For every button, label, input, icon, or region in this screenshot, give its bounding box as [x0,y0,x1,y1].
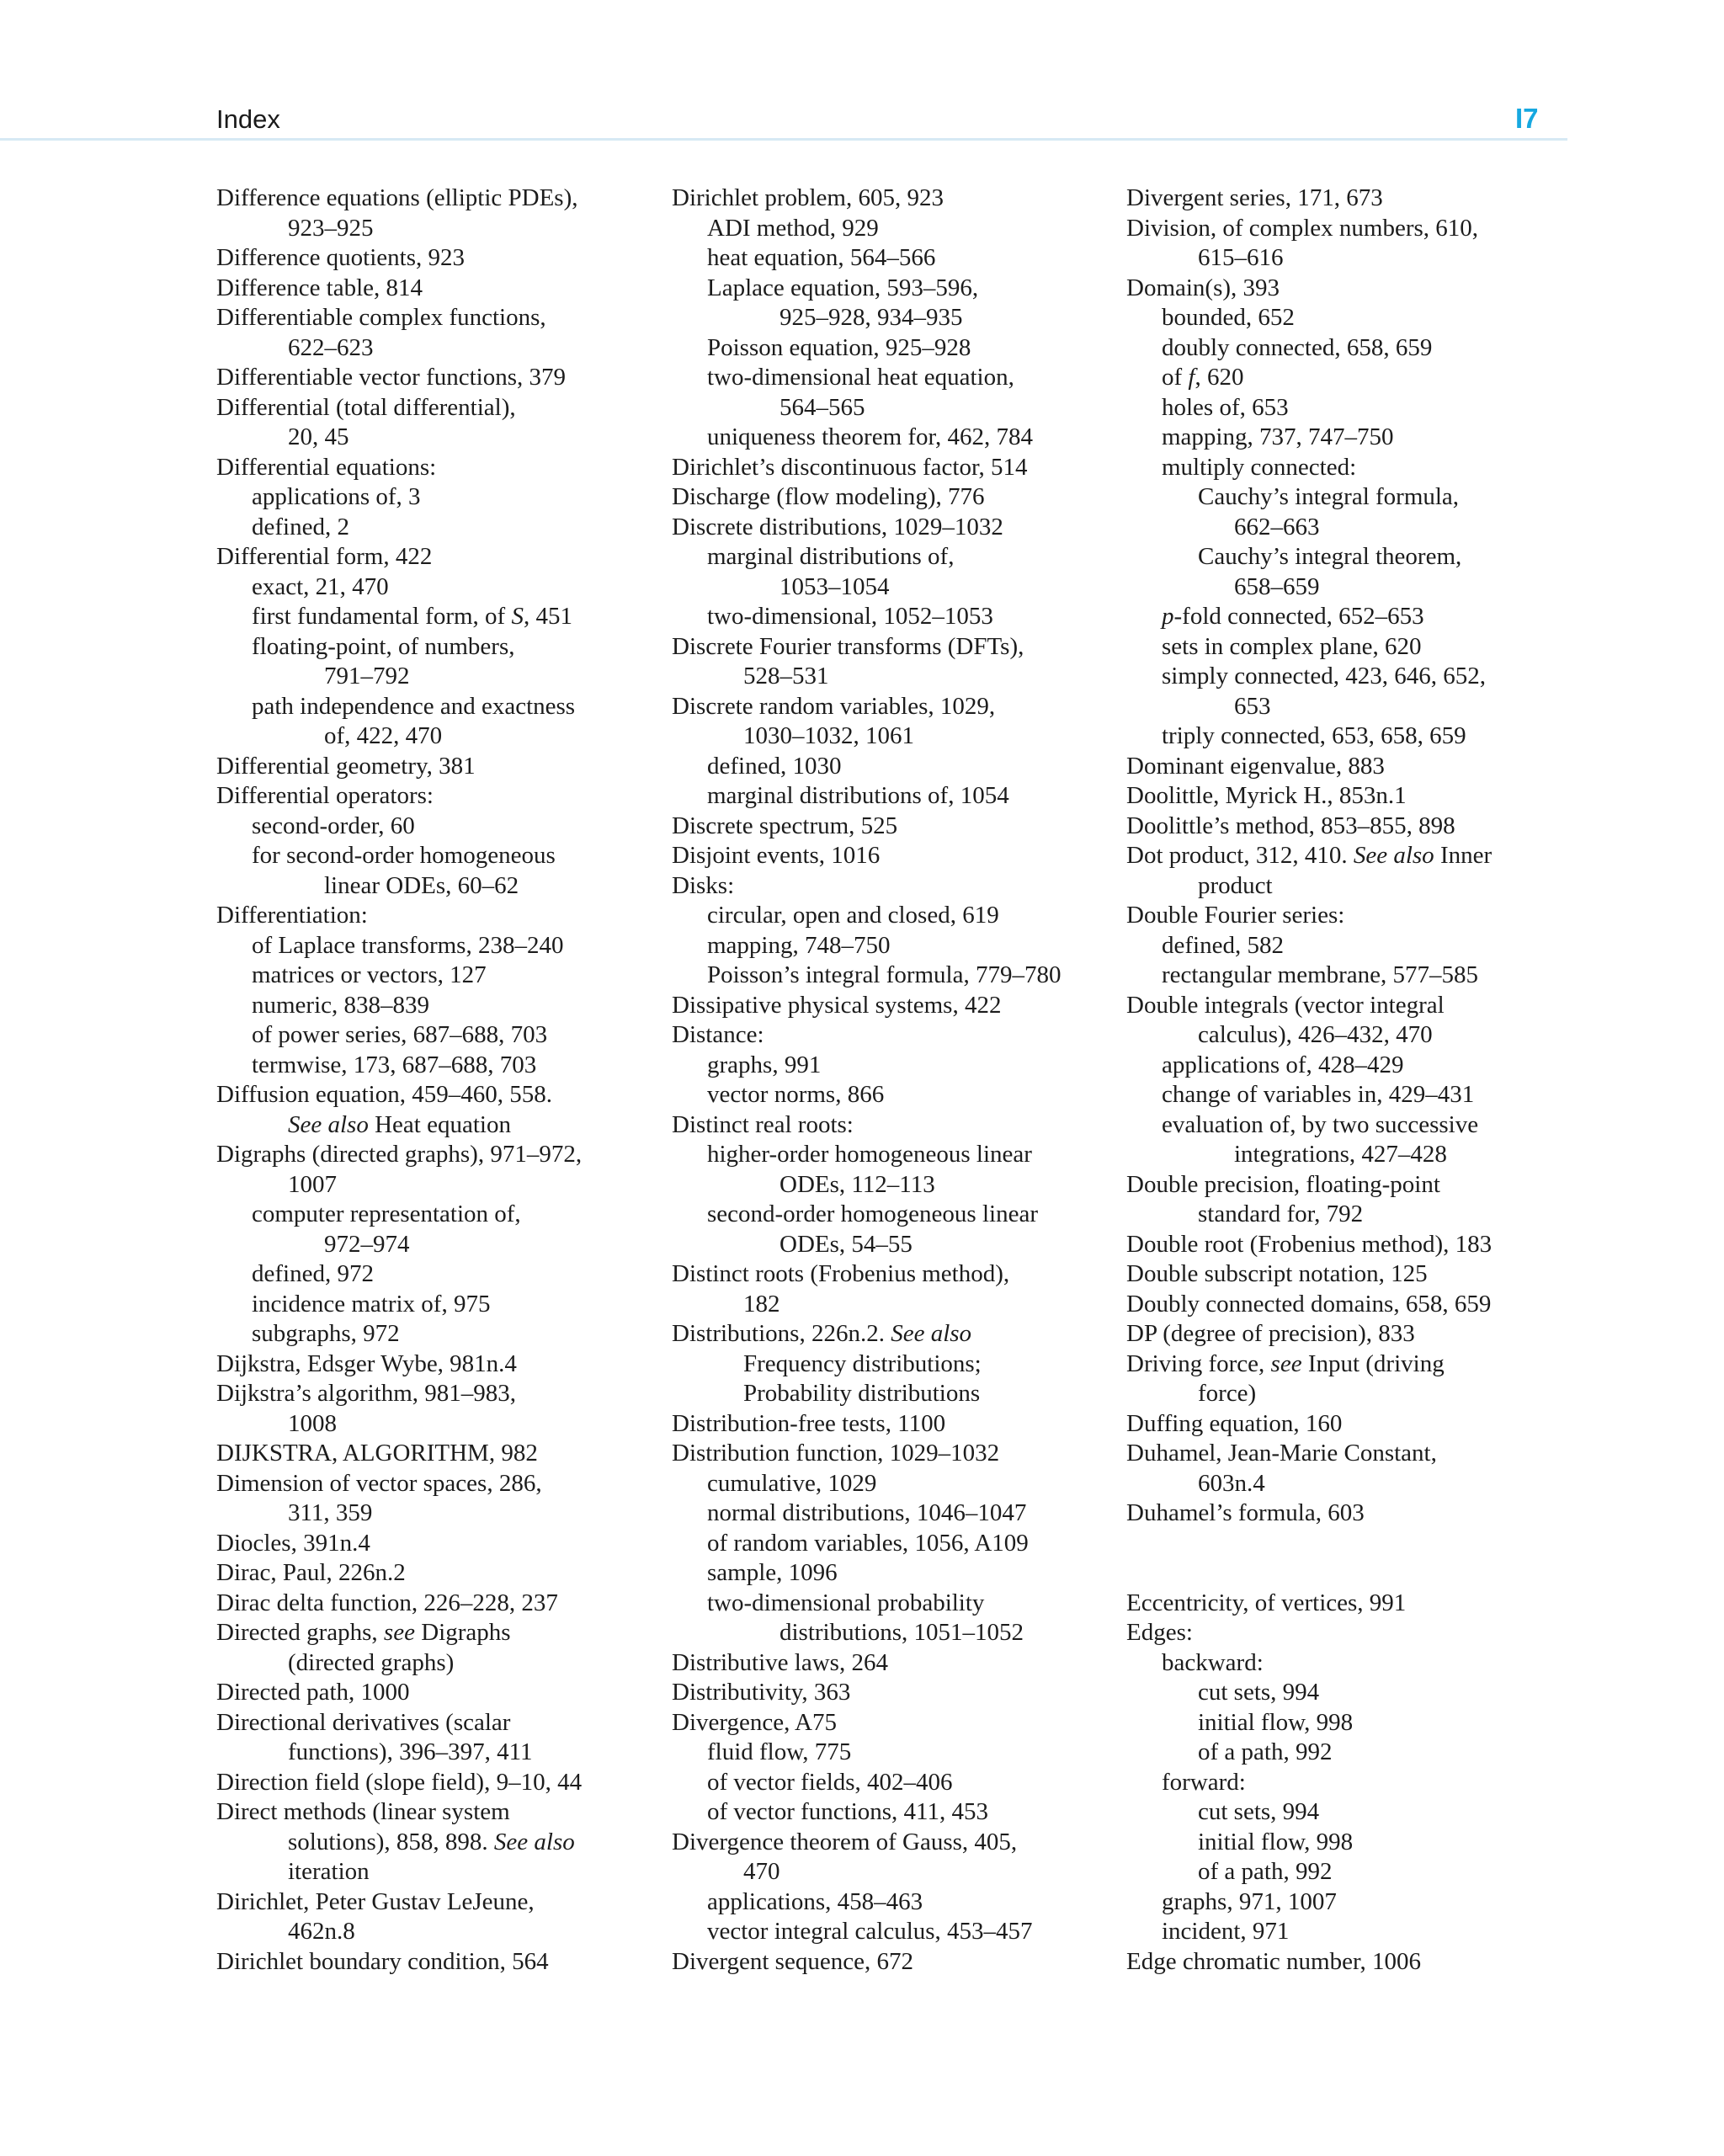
index-entry: vector integral calculus, 453–457 [707,1918,1033,1945]
index-entry: Cauchy’s integral theorem, [1198,543,1462,570]
index-entry: Distribution-free tests, 1100 [672,1409,946,1437]
header-rule [0,138,1567,141]
index-entry: of random variables, 1056, A109 [707,1529,1029,1557]
index-entry: Distributivity, 363 [672,1679,851,1706]
index-entry: Laplace equation, 593–596, [707,274,979,301]
index-entry: Differential form, 422 [216,543,433,570]
index-entry: Divergent sequence, 672 [672,1947,913,1975]
index-entry: Distance: [672,1021,764,1048]
index-entry: two-dimensional probability [707,1589,985,1616]
index-entry: sets in complex plane, 620 [1162,632,1422,660]
index-entry: applications of, 428–429 [1162,1051,1404,1078]
index-entry: 791–792 [324,663,410,689]
index-entry: cut sets, 994 [1198,1798,1320,1825]
index-entry: 564–565 [780,393,865,421]
index-entry: Frequency distributions; [743,1349,982,1377]
index-entry: change of variables in, 429–431 [1162,1081,1475,1108]
index-entry: defined, 2 [252,513,349,540]
index-entry: heat equation, 564–566 [707,244,936,271]
index-entry: Difference quotients, 923 [216,244,466,271]
index-entry: Poisson equation, 925–928 [707,333,971,361]
index-entry: iteration [288,1858,370,1885]
index-entry: Double subscript notation, 125 [1126,1260,1428,1287]
index-entry: ODEs, 112–113 [780,1170,935,1198]
index-entry: Edge chromatic number, 1006 [1126,1947,1421,1975]
index-entry: two-dimensional heat equation, [707,364,1014,391]
index-entry: linear ODEs, 60–62 [324,871,519,899]
index-entry: DP (degree of precision), 833 [1126,1320,1415,1347]
index-entry: of vector functions, 411, 453 [707,1798,988,1825]
index-entry: Distinct real roots: [672,1110,854,1138]
index-entry: Dirac delta function, 226–228, 237 [216,1589,558,1616]
index-entry: circular, open and closed, 619 [707,902,999,929]
index-entry: solutions), 858, 898. See also [288,1828,575,1855]
index-entry: Dot product, 312, 410. See also Inner [1126,842,1493,869]
index-entry: Dijkstra’s algorithm, 981–983, [216,1380,517,1407]
index-entry: 662–663 [1234,513,1320,540]
index-entry: for second-order homogeneous [252,842,556,869]
index-entry: Divergence, A75 [672,1708,837,1736]
index-entry: incident, 971 [1162,1918,1290,1945]
index-entry: functions), 396–397, 411 [288,1738,533,1765]
index-entry: Differentiation: [216,902,368,929]
index-entry: uniqueness theorem for, 462, 784 [707,423,1034,450]
index-entry: Dijkstra, Edsger Wybe, 981n.4 [216,1349,517,1377]
index-entry: 1007 [288,1170,337,1198]
index-entry: Dominant eigenvalue, 883 [1126,752,1385,780]
index-entry: Distributive laws, 264 [672,1648,888,1676]
index-entry: Driving force, see Input (driving [1126,1349,1445,1377]
index-entry: Difference table, 814 [216,274,423,301]
index-entry: Discrete random variables, 1029, [672,692,996,720]
index-entry: incidence matrix of, 975 [252,1290,491,1318]
index-entry: Dimension of vector spaces, 286, [216,1469,542,1497]
index-entry: cut sets, 994 [1198,1679,1320,1706]
index-entry: standard for, 792 [1198,1200,1364,1227]
index-entry: marginal distributions of, 1054 [707,782,1009,809]
index-entry: Division, of complex numbers, 610, [1126,214,1479,242]
index-entry: Domain(s), 393 [1126,274,1280,301]
index-entry: Doolittle’s method, 853–855, 898 [1126,812,1455,839]
index-entry: Doolittle, Myrick H., 853n.1 [1126,782,1407,809]
index-entry: Direct methods (linear system [216,1798,510,1825]
index-entry: 658–659 [1234,572,1320,600]
index-entry: 923–925 [288,214,374,242]
index-entry: calculus), 426–432, 470 [1198,1021,1433,1048]
index-entry: floating-point, of numbers, [252,632,515,660]
index-entry: defined, 582 [1162,931,1284,959]
index-entry: Dirac, Paul, 226n.2 [216,1559,406,1586]
index-entry: marginal distributions of, [707,543,955,570]
index-entry: 20, 45 [288,423,349,450]
index-entry: Differential geometry, 381 [216,752,476,780]
index-entry: Directed path, 1000 [216,1679,410,1706]
index-entry: defined, 1030 [707,752,842,780]
index-entry: DIJKSTRA, ALGORITHM, 982 [216,1440,538,1467]
index-entry: Double precision, floating-point [1126,1170,1440,1198]
index-entry: Duffing equation, 160 [1126,1409,1343,1437]
index-entry: initial flow, 998 [1198,1828,1354,1855]
index-column-1 [216,184,654,1977]
index-entry: 1053–1054 [780,572,890,600]
index-entry: Double integrals (vector integral [1126,991,1445,1019]
index-entry: initial flow, 998 [1198,1708,1354,1736]
index-entry: 182 [743,1290,780,1318]
index-entry: defined, 972 [252,1260,374,1287]
index-entry: of Laplace transforms, 238–240 [252,931,564,959]
index-entry: 528–531 [743,663,829,689]
index-entry: of f, 620 [1162,364,1244,391]
index-entry: Duhamel’s formula, 603 [1126,1499,1365,1526]
index-entry: Dirichlet problem, 605, 923 [672,184,944,211]
index-entry: Differential equations: [216,453,437,481]
index-entry: holes of, 653 [1162,393,1289,421]
index-entry: Dirichlet boundary condition, 564 [216,1947,549,1975]
index-entry: higher-order homogeneous linear [707,1141,1032,1168]
index-entry: Dirichlet’s discontinuous factor, 514 [672,453,1028,481]
index-entry: sample, 1096 [707,1559,838,1586]
index-entry: bounded, 652 [1162,304,1295,331]
index-entry: Directed graphs, see Digraphs [216,1619,511,1646]
index-entry: fluid flow, 775 [707,1738,852,1765]
index-entry: second-order, 60 [252,812,415,839]
index-entry: Double root (Frobenius method), 183 [1126,1230,1493,1258]
index-entry: 972–974 [324,1230,410,1258]
index-entry: Directional derivatives (scalar [216,1708,511,1736]
index-entry: evaluation of, by two successive [1162,1110,1479,1138]
index-entry: applications, 458–463 [707,1887,923,1915]
index-entry: Digraphs (directed graphs), 971–972, [216,1141,583,1168]
index-entry: 470 [743,1858,780,1885]
index-entry: p-fold connected, 652–653 [1162,603,1424,630]
index-entry: applications of, 3 [252,483,421,510]
index-entry: Dirichlet, Peter Gustav LeJeune, [216,1887,535,1915]
index-entry: Poisson’s integral formula, 779–780 [707,961,1062,988]
index-entry: matrices or vectors, 127 [252,961,487,988]
index-entry: exact, 21, 470 [252,572,389,600]
index-entry: Differentiable vector functions, 379 [216,364,566,391]
index-column-3 [1126,184,1564,1977]
index-entry: of a path, 992 [1198,1858,1333,1885]
index-entry: forward: [1162,1768,1246,1796]
index-entry: 653 [1234,692,1271,720]
index-entry: 925–928, 934–935 [780,304,963,331]
index-entry: Disjoint events, 1016 [672,842,881,869]
index-entry: cumulative, 1029 [707,1469,877,1497]
index-entry: Divergence theorem of Gauss, 405, [672,1828,1018,1855]
index-entry: path independence and exactness [252,692,576,720]
index-entry: Differentiable complex functions, [216,304,546,331]
index-entry: integrations, 427–428 [1234,1141,1447,1168]
index-entry: 615–616 [1198,244,1284,271]
index-entry: Distributions, 226n.2. See also [672,1320,972,1347]
index-entry: vector norms, 866 [707,1081,885,1108]
running-head: Index [216,104,280,134]
index-entry: mapping, 737, 747–750 [1162,423,1394,450]
index-entry: of power series, 687–688, 703 [252,1021,548,1048]
index-entry: Discrete Fourier transforms (DFTs), [672,632,1024,660]
index-entry: numeric, 838–839 [252,991,430,1019]
index-entry: multiply connected: [1162,453,1357,481]
index-entry: (directed graphs) [288,1648,455,1676]
index-entry: 603n.4 [1198,1469,1265,1497]
index-entry: 1030–1032, 1061 [743,722,914,749]
page-number: I7 [1515,103,1539,134]
index-entry: of vector fields, 402–406 [707,1768,953,1796]
index-entry: normal distributions, 1046–1047 [707,1499,1027,1526]
index-entry: Eccentricity, of vertices, 991 [1126,1589,1407,1616]
index-entry: graphs, 991 [707,1051,822,1078]
index-entry: Edges: [1126,1619,1193,1646]
index-entry: mapping, 748–750 [707,931,891,959]
index-entry: backward: [1162,1648,1264,1676]
index-entry: second-order homogeneous linear [707,1200,1038,1227]
index-entry: See also Heat equation [288,1110,511,1138]
index-entry: Diocles, 391n.4 [216,1529,370,1557]
index-entry: Distinct roots (Frobenius method), [672,1260,1010,1287]
index-entry: Differential operators: [216,782,434,809]
index-entry: Discrete distributions, 1029–1032 [672,513,1003,540]
index-column-2 [672,184,1109,1977]
index-entry: 622–623 [288,333,374,361]
index-entry: Discrete spectrum, 525 [672,812,898,839]
index-entry: 1008 [288,1409,337,1437]
index-entry: Cauchy’s integral formula, [1198,483,1460,510]
index-entry: Dissipative physical systems, 422 [672,991,1002,1019]
index-entry: triply connected, 653, 658, 659 [1162,722,1466,749]
index-entry: 462n.8 [288,1918,355,1945]
index-entry: termwise, 173, 687–688, 703 [252,1051,537,1078]
index-entry: Direction field (slope field), 9–10, 44 [216,1768,583,1796]
index-entry: product [1198,871,1273,899]
index-entry: ODEs, 54–55 [780,1230,913,1258]
blank-line [1126,1529,1564,1559]
index-entry: Disks: [672,871,735,899]
index-entry: subgraphs, 972 [252,1320,400,1347]
index-entry: computer representation of, [252,1200,521,1227]
index-entry: ADI method, 929 [707,214,879,242]
index-entry: Discharge (flow modeling), 776 [672,483,985,510]
index-entry: Double Fourier series: [1126,902,1345,929]
index-entry: two-dimensional, 1052–1053 [707,603,993,630]
index-entry: graphs, 971, 1007 [1162,1887,1337,1915]
index-entry: 311, 359 [288,1499,373,1526]
index-entry: Doubly connected domains, 658, 659 [1126,1290,1492,1318]
index-entry: force) [1198,1380,1257,1407]
index-entry: Difference equations (elliptic PDEs), [216,184,578,211]
index-entry: Differential (total differential), [216,393,516,421]
index-entry: doubly connected, 658, 659 [1162,333,1433,361]
index-entry: of a path, 992 [1198,1738,1333,1765]
index-entry: Duhamel, Jean-Marie Constant, [1126,1440,1437,1467]
index-entry: distributions, 1051–1052 [780,1619,1024,1646]
index-entry: Probability distributions [743,1380,981,1407]
index-entry: first fundamental form, of S, 451 [252,603,572,630]
index-entry: Divergent series, 171, 673 [1126,184,1383,211]
index-entry: Distribution function, 1029–1032 [672,1440,1000,1467]
blank-line [1126,1558,1564,1589]
index-entry: Diffusion equation, 459–460, 558. [216,1081,552,1108]
index-entry: rectangular membrane, 577–585 [1162,961,1479,988]
index-entry: simply connected, 423, 646, 652, [1162,663,1487,689]
index-entry: of, 422, 470 [324,722,443,749]
